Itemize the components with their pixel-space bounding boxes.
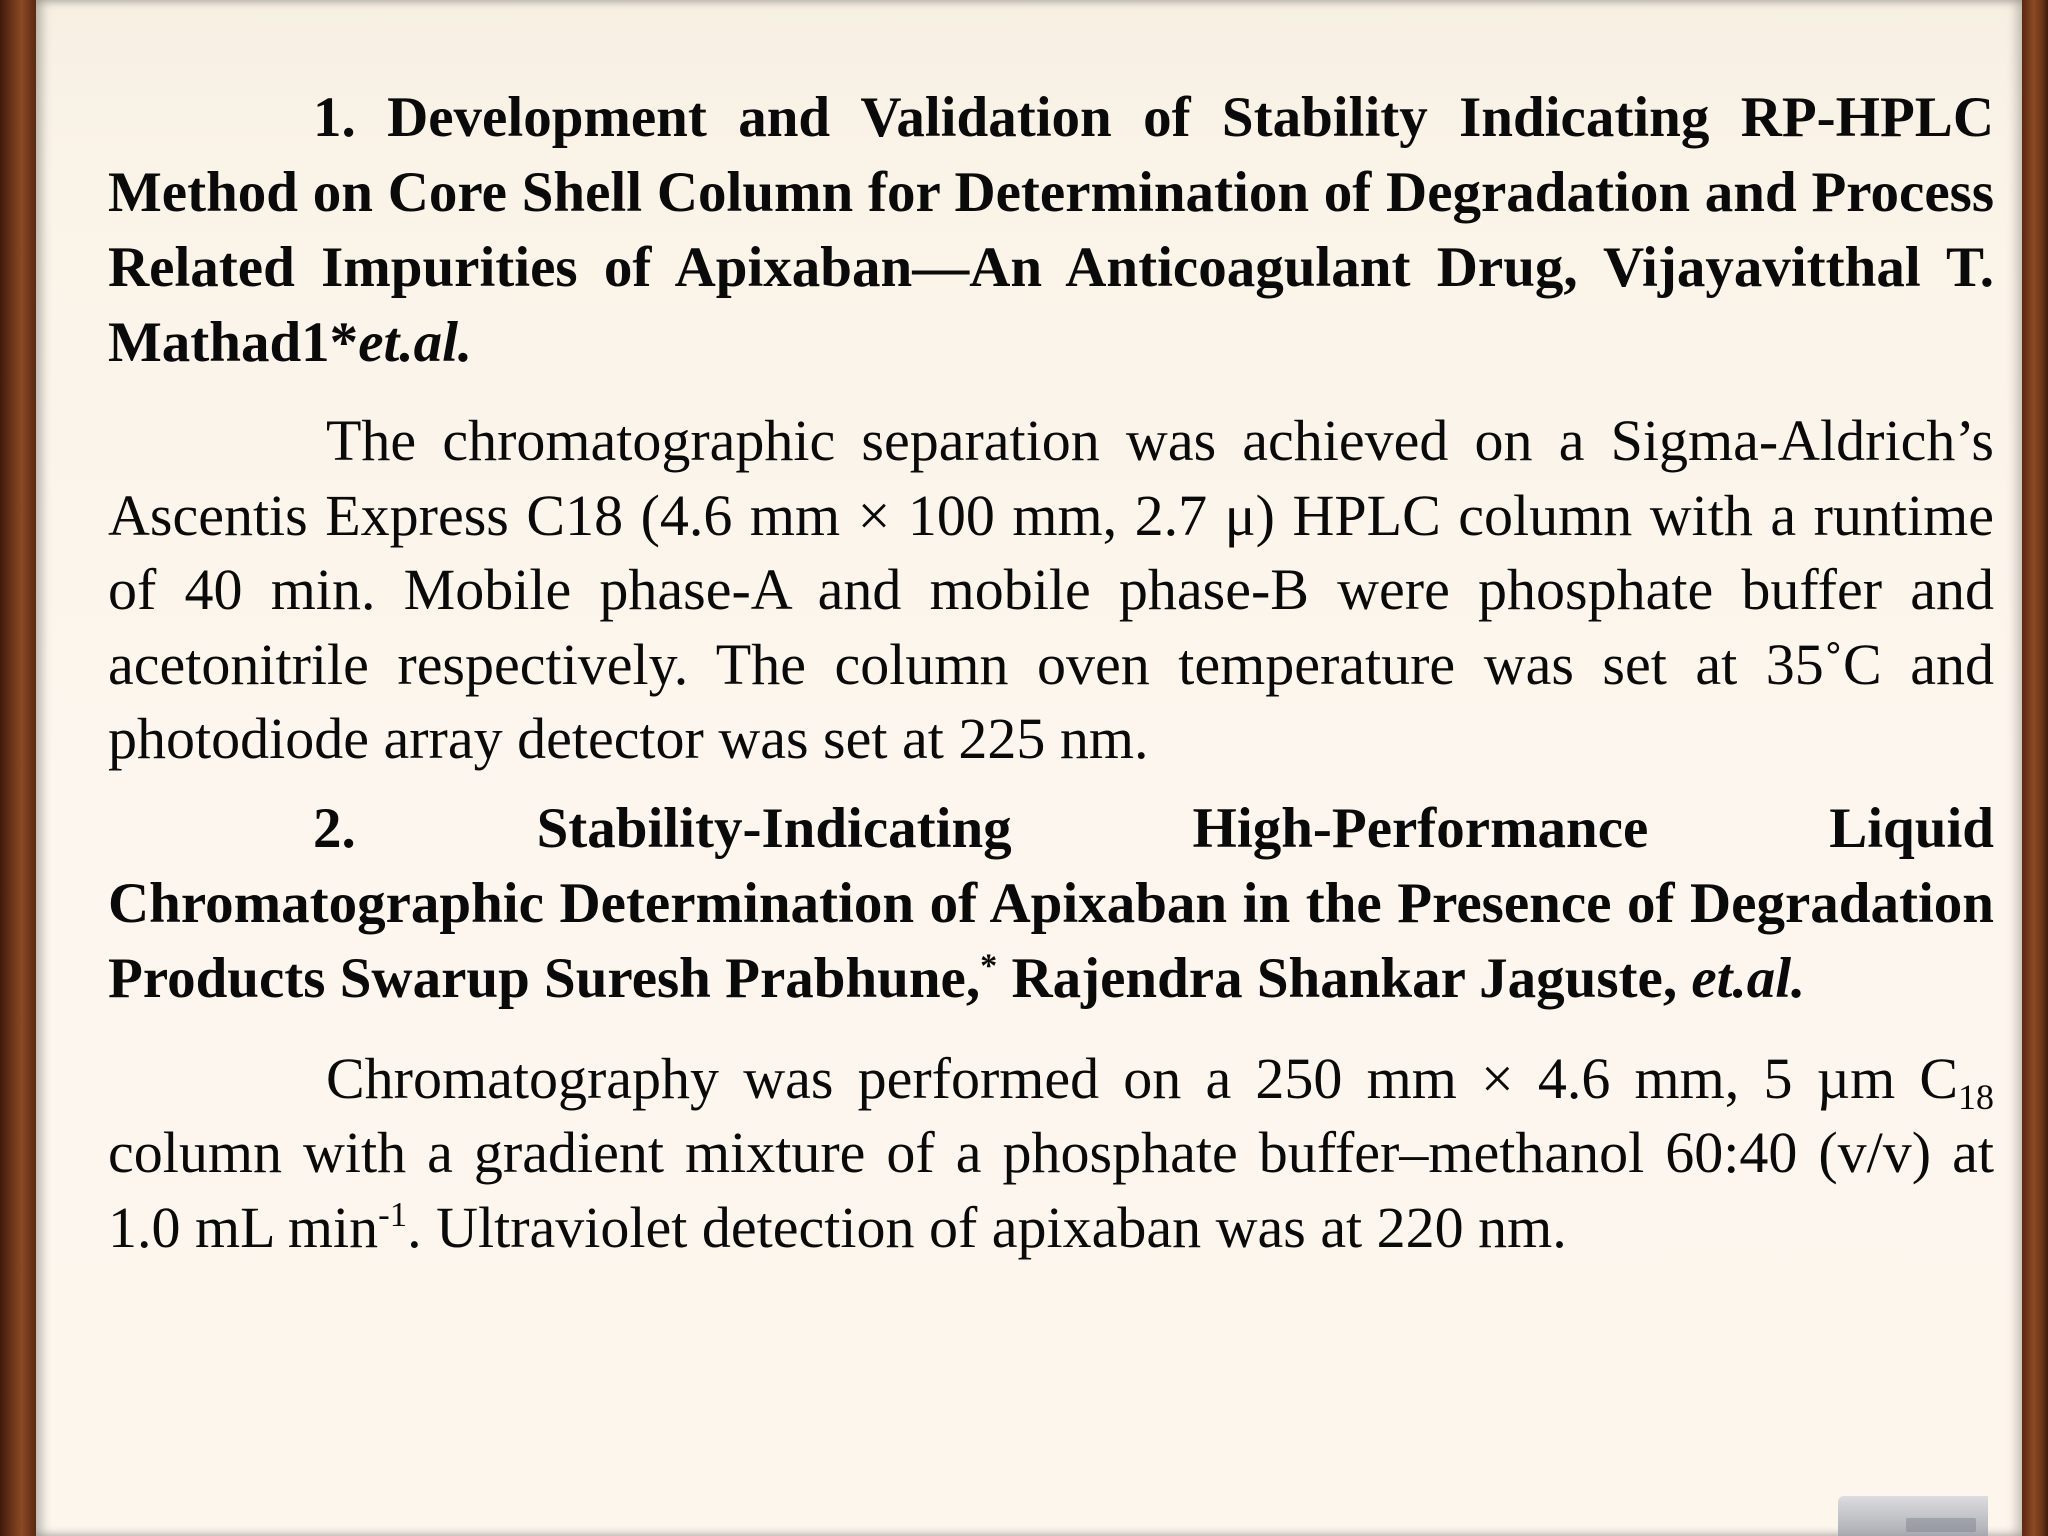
reference-1-title: 1. Development and Validation of Stability Indicating RP-HPLC Method on Core Shell Column for Determination of Degradation and Process Related Impurities of Apixaban—An Anticoagulant Drug, Vijayavitthal T. Mathad1*	[108, 86, 1994, 374]
corner-watermark-badge	[1838, 1496, 1988, 1536]
left-wood-frame	[0, 0, 36, 1536]
slide-paper	[36, 0, 2022, 1536]
reference-2-summary-part-3: . Ultraviolet detection of apixaban was at 220 nm.	[407, 1194, 1567, 1260]
reference-2-heading-first-line: 2. Stability-Indicating High-Performance Liquid	[313, 796, 1994, 860]
reference-2-heading	[108, 791, 1994, 1016]
reference-2-superscript: -1	[378, 1194, 408, 1234]
reference-1-summary: The chromatographic separation was achieved on a Sigma-Aldrich’s Ascentis Express C18 (4.6 mm × 100 mm, 2.7 μ) HPLC column with a runtime of 40 min. Mobile phase-A and mobile phase-B were phosphate buffer and acetonitrile respectively. The column oven temperature was set at 35˚C and photodiode array detector was set at 225 nm.	[108, 408, 1994, 771]
reference-1-etal: et.al.	[358, 311, 473, 374]
reference-1-heading	[108, 80, 1994, 380]
reference-2-etal: et.al.	[1691, 946, 1806, 1010]
reference-2-authors: Rajendra Shankar Jaguste,	[997, 946, 1692, 1010]
reference-2-summary-part-2: column with a gradient mixture of a phosphate buffer–methanol 60:40 (v/v) at 1.0 mL min	[108, 1120, 1994, 1260]
reference-2-summary-part-1: Chromatography was performed on a 250 mm × 4.6 mm, 5 µm C	[326, 1045, 1959, 1111]
corner-badge-mark	[1906, 1518, 1976, 1532]
reference-2-summary	[108, 1042, 1994, 1266]
reference-2-asterisk: *	[980, 946, 998, 984]
reference-2-title: Chromatographic Determination of Apixaban in the Presence of Degradation Products Swarup Suresh Prabhune,	[108, 871, 1994, 1010]
right-wood-frame	[2022, 0, 2048, 1536]
reference-2-subscript: 18	[1958, 1076, 1994, 1117]
slide-content	[108, 80, 1994, 1265]
